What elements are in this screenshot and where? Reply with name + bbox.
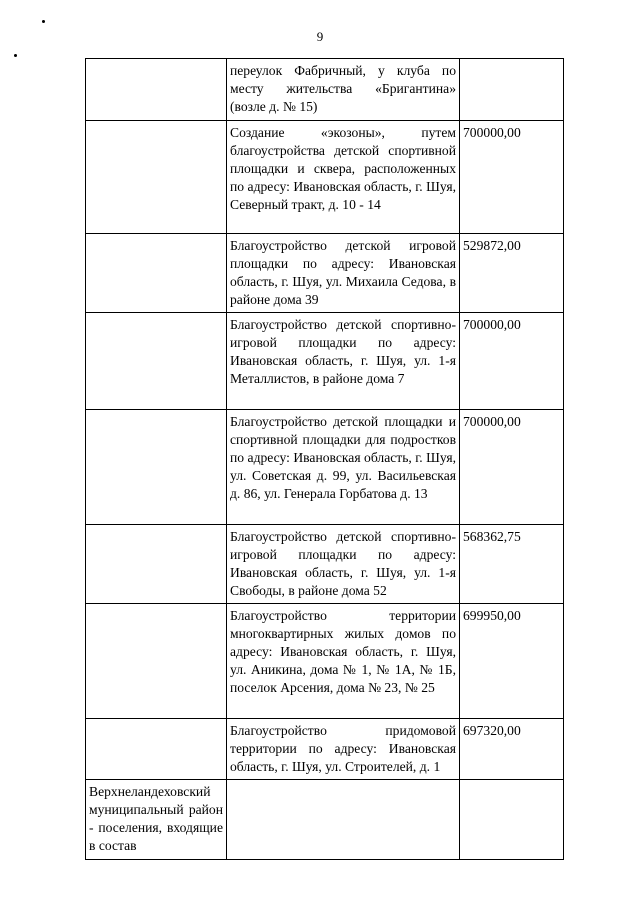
table-row: [86, 604, 564, 719]
district-cell: [86, 525, 227, 604]
description-cell: Благоустройство детской игровой площадки по адресу: Ивановская область, г. Шуя, ул. Михаила Седова, в районе дома 39: [227, 234, 460, 313]
district-cell: [86, 313, 227, 410]
description-cell: Благоустройство детской площадки и спортивной площадки для подростков по адресу: Ивановская область, г. Шуя, ул. Советская д. 99, ул. Васильевская д. 86, ул. Генерала Горбатова д. 13: [227, 410, 460, 525]
district-cell: [86, 234, 227, 313]
district-cell: [86, 121, 227, 234]
table-row: [86, 719, 564, 780]
district-cell: [86, 719, 227, 780]
amount-cell: [460, 59, 564, 121]
amount-cell: 697320,00: [460, 719, 564, 780]
table-row: [86, 525, 564, 604]
district-cell: [86, 410, 227, 525]
table-row: [86, 313, 564, 410]
table-row: [86, 234, 564, 313]
amount-cell: 529872,00: [460, 234, 564, 313]
description-cell: Благоустройство детской спортивно-игровой площадки по адресу: Ивановская область, г. Шуя, ул. 1-я Металлистов, в районе дома 7: [227, 313, 460, 410]
table-row: [86, 59, 564, 121]
scan-speck-1: [42, 20, 45, 23]
amount-cell: 700000,00: [460, 410, 564, 525]
district-cell: Верхнеландеховский муниципальный район - поселения, входящие в состав: [86, 780, 227, 860]
district-cell: [86, 59, 227, 121]
amount-cell: 700000,00: [460, 121, 564, 234]
description-cell: Благоустройство придомовой территории по адресу: Ивановская область, г. Шуя, ул. Строителей, д. 1: [227, 719, 460, 780]
amount-cell: 699950,00: [460, 604, 564, 719]
district-cell: [86, 604, 227, 719]
amount-cell: 700000,00: [460, 313, 564, 410]
scan-speck-2: [14, 54, 17, 57]
description-cell: Создание «экозоны», путем благоустройства детской спортивной площадки и сквера, расположенных по адресу: Ивановская область, г. Шуя, Северный тракт, д. 10 - 14: [227, 121, 460, 234]
page-number: 9: [316, 29, 324, 44]
description-cell: переулок Фабричный, у клуба по месту жительства «Бригантина» (возле д. № 15): [227, 59, 460, 121]
table-row: [86, 121, 564, 234]
description-cell: Благоустройство территории многоквартирных жилых домов по адресу: Ивановская область, г. Шуя, ул. Аникина, дома № 1, № 1А, № 1Б, поселок Арсения, дома № 23, № 25: [227, 604, 460, 719]
table-row: [86, 410, 564, 525]
budget-table: [85, 58, 564, 860]
description-cell: [227, 780, 460, 860]
amount-cell: [460, 780, 564, 860]
description-cell: Благоустройство детской спортивно-игровой площадки по адресу: Ивановская область, г. Шуя, ул. 1-я Свободы, в районе дома 52: [227, 525, 460, 604]
amount-cell: 568362,75: [460, 525, 564, 604]
table-row: [86, 780, 564, 860]
